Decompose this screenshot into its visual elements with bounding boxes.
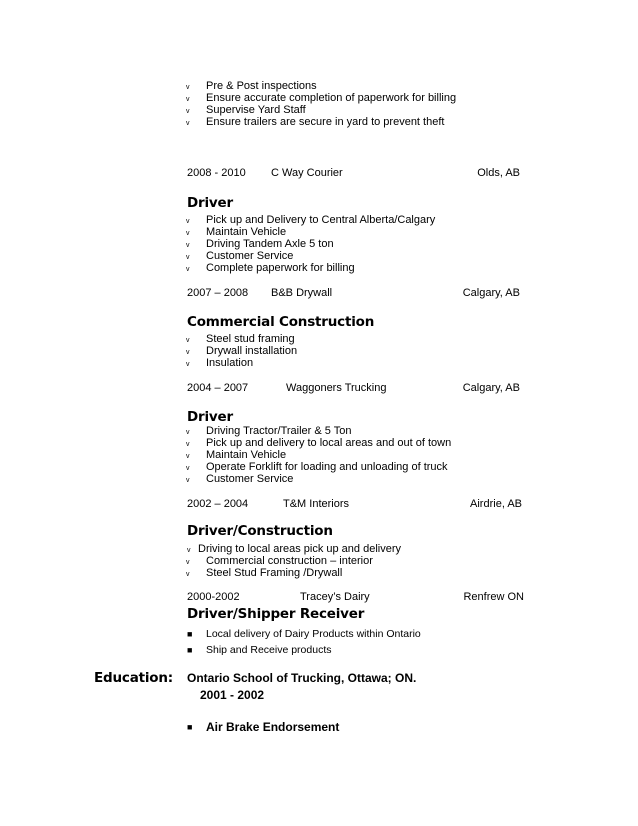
list-item: Pick up and Delivery to Central Alberta/Calgary xyxy=(206,214,436,226)
bullet-marker: ■ xyxy=(187,629,193,639)
list-item: Customer Service xyxy=(206,473,294,485)
list-item: Local delivery of Dairy Products within Ontario xyxy=(206,628,421,640)
list-item: Operate Forklift for loading and unloading of truck xyxy=(206,461,448,473)
job-location: Renfrew ON xyxy=(463,591,524,603)
list-item: Ensure trailers are secure in yard to prevent theft xyxy=(206,116,445,128)
job-employer: Tracey’s Dairy xyxy=(300,591,370,603)
section-label-education: Education: xyxy=(94,670,173,686)
job-location: Airdrie, AB xyxy=(470,498,522,510)
list-item: Driving to local areas pick up and delivery xyxy=(198,543,401,555)
list-item: Pick up and delivery to local areas and out of town xyxy=(206,437,452,449)
job-dates: 2008 - 2010 xyxy=(187,167,246,179)
bullet-marker: v xyxy=(186,230,190,237)
list-item: Driving Tractor/Trailer & 5 Ton xyxy=(206,425,352,437)
job-employer: B&B Drywall xyxy=(271,287,333,299)
list-item: Supervise Yard Staff xyxy=(206,104,306,116)
bullet-marker: v xyxy=(186,120,190,127)
list-item: Steel stud framing xyxy=(206,333,295,345)
bullet-marker: ■ xyxy=(187,645,193,655)
bullet-marker: v xyxy=(186,465,190,472)
list-item: Customer Service xyxy=(206,250,294,262)
job-location: Olds, AB xyxy=(477,167,520,179)
bullet-marker: v xyxy=(186,441,190,448)
bullet-marker: v xyxy=(186,96,190,103)
bullet-marker: v xyxy=(186,108,190,115)
list-item: Maintain Vehicle xyxy=(206,449,287,461)
list-item: Ship and Receive products xyxy=(206,644,332,656)
job-location: Calgary, AB xyxy=(462,287,520,299)
job-dates: 2007 – 2008 xyxy=(187,287,249,299)
job-title: Driver xyxy=(187,195,233,211)
job-title: Driver/Construction xyxy=(187,523,333,539)
job-dates: 2004 – 2007 xyxy=(187,382,249,394)
bullet-marker: v xyxy=(186,477,190,484)
job-dates: 2002 – 2004 xyxy=(187,498,249,510)
list-item: Air Brake Endorsement xyxy=(206,720,340,734)
education-years: 2001 - 2002 xyxy=(200,688,265,702)
list-item: Complete paperwork for billing xyxy=(206,262,355,274)
bullet-marker: ■ xyxy=(187,722,193,732)
list-item: Maintain Vehicle xyxy=(206,226,287,238)
bullet-marker: v xyxy=(186,337,190,344)
job-dates: 2000-2002 xyxy=(187,591,240,603)
bullet-marker: v xyxy=(187,547,191,554)
bullet-marker: v xyxy=(186,571,190,578)
list-item: Steel Stud Framing /Drywall xyxy=(206,567,343,579)
list-item: Drywall installation xyxy=(206,345,298,357)
list-item: Driving Tandem Axle 5 ton xyxy=(206,238,334,250)
job-employer: Waggoners Trucking xyxy=(286,382,387,394)
bullet-marker: v xyxy=(186,429,190,436)
list-item: Insulation xyxy=(206,357,254,369)
job-title: Commercial Construction xyxy=(187,314,375,330)
bullet-marker: v xyxy=(186,559,190,566)
bullet-marker: v xyxy=(186,453,190,460)
job-employer: C Way Courier xyxy=(271,167,343,179)
job-title: Driver xyxy=(187,409,233,425)
bullet-marker: v xyxy=(186,242,190,249)
bullet-marker: v xyxy=(186,218,190,225)
job-location: Calgary, AB xyxy=(462,382,520,394)
bullet-marker: v xyxy=(186,254,190,261)
list-item: Commercial construction – interior xyxy=(206,555,373,567)
list-item: Pre & Post inspections xyxy=(206,80,317,92)
bullet-marker: v xyxy=(186,349,190,356)
bullet-marker: v xyxy=(186,361,190,368)
bullet-marker: v xyxy=(186,84,190,91)
bullet-marker: v xyxy=(186,266,190,273)
job-employer: T&M Interiors xyxy=(283,498,350,510)
education-school: Ontario School of Trucking, Ottawa; ON. xyxy=(187,671,417,685)
job-title: Driver/Shipper Receiver xyxy=(187,606,365,622)
list-item: Ensure accurate completion of paperwork for billing xyxy=(206,92,457,104)
